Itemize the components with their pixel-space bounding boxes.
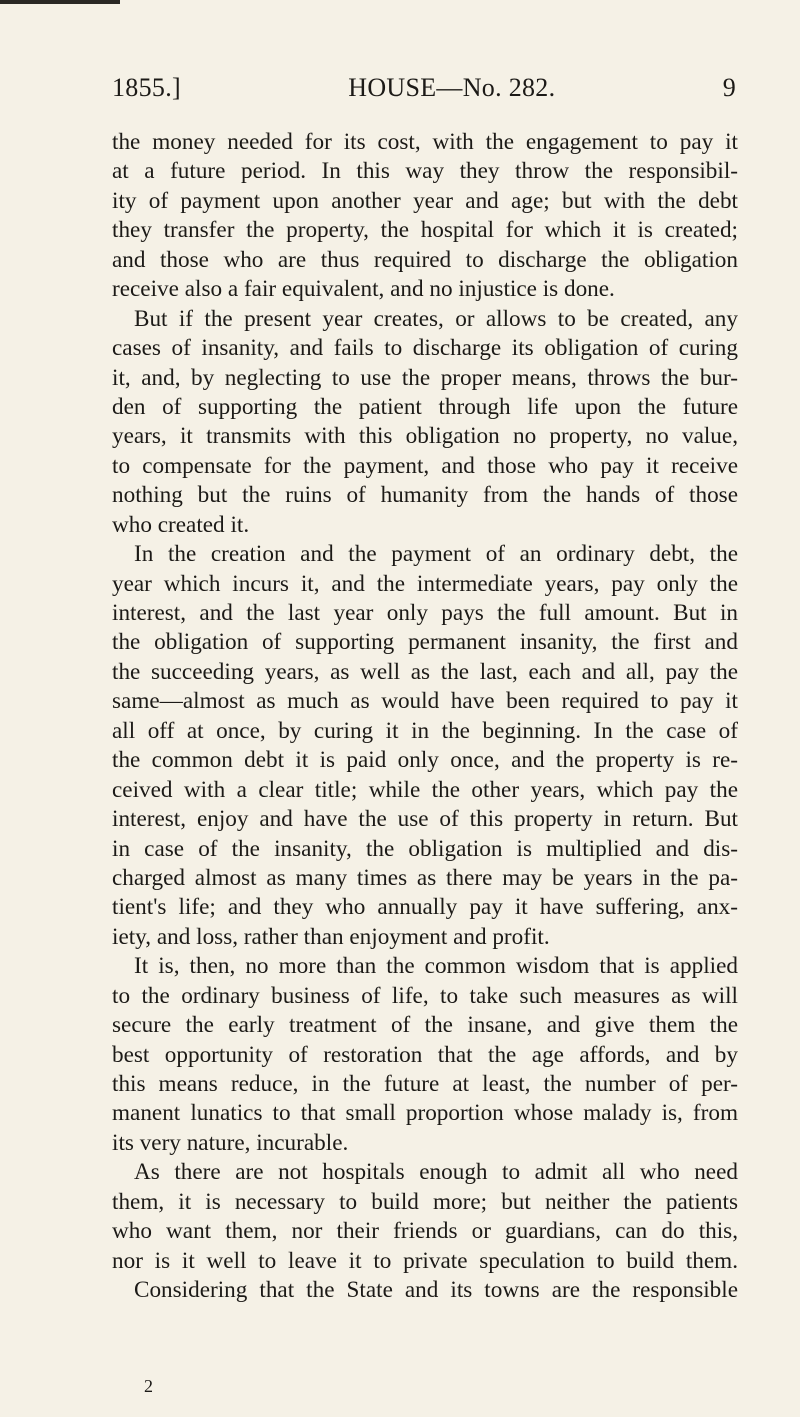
text-line: all off at once, by curing it in the beginning. In the case of (112, 717, 738, 744)
text-line: who created it. (112, 511, 250, 538)
text-line: the common debt it is paid only once, and the property is re- (112, 747, 738, 774)
text-line: and those who are thus required to discharge the obligation (112, 246, 738, 273)
text-line: years, it transmits with this obligation no property, no value, (112, 423, 738, 450)
running-header (112, 71, 736, 105)
text-line: But if the present year creates, or allows to be created, any (134, 305, 738, 332)
text-line: ceived with a clear title; while the other years, which pay the (112, 776, 738, 803)
text-line: ity of payment upon another year and age; but with the debt (112, 187, 738, 214)
text-line: the obligation of supporting permanent insanity, the first and (112, 629, 738, 656)
text-line: they transfer the property, the hospital for which it is created; (112, 217, 738, 244)
text-line: cases of insanity, and fails to discharge its obligation of curing (112, 335, 738, 362)
text-line: In the creation and the payment of an ordinary debt, the (134, 541, 738, 568)
text-line: it, and, by neglecting to use the proper means, throws the bur- (112, 364, 738, 391)
text-line: in case of the insanity, the obligation is multiplied and dis- (112, 835, 738, 862)
text-line: to the ordinary business of life, to take such measures as will (112, 982, 738, 1009)
text-line: this means reduce, in the future at least, the number of per- (112, 1071, 738, 1097)
text-line: the money needed for its cost, with the engagement to pay it (112, 129, 738, 155)
text-line: to compensate for the payment, and those who pay it receive (112, 452, 738, 479)
text-line: its very nature, incurable. (112, 1129, 349, 1156)
text-line: same—almost as much as would have been required to pay it (112, 688, 738, 715)
text-line: nor is it well to leave it to private speculation to build them. (112, 1247, 738, 1274)
text-line: the succeeding years, as well as the last, each and all, pay the (112, 658, 738, 685)
text-line: who want them, nor their friends or guardians, can do this, (112, 1218, 738, 1245)
text-line: It is, then, no more than the common wisdom that is applied (134, 953, 738, 980)
text-line: best opportunity of restoration that the age affords, and by (112, 1041, 738, 1068)
text-line: tient's life; and they who annually pay it have suffering, anx- (112, 894, 738, 921)
top-border-rule (0, 0, 120, 4)
text-line: secure the early treatment of the insane, and give them the (112, 1012, 738, 1039)
text-line: charged almost as many times as there may be years in the pa- (112, 864, 738, 891)
text-line: iety, and loss, rather than enjoyment and profit. (112, 923, 550, 950)
body-text (112, 128, 738, 1306)
header-page-number: 9 (722, 73, 736, 102)
text-line: year which incurs it, and the intermediate years, pay only the (112, 570, 738, 597)
header-year: 1855.] (112, 73, 181, 102)
text-line: manent lunatics to that small proportion whose malady is, from (112, 1100, 738, 1127)
text-line: receive also a fair equivalent, and no injustice is done. (112, 276, 615, 303)
text-line: at a future period. In this way they throw the responsibil- (112, 158, 738, 185)
text-line: them, it is necessary to build more; but neither the patients (112, 1188, 738, 1215)
text-line: Considering that the State and its towns are the responsible (134, 1277, 738, 1304)
text-line: den of supporting the patient through life upon the future (112, 393, 738, 420)
signature-mark: 2 (144, 1376, 153, 1396)
header-document-title: HOUSE—No. 282. (348, 73, 556, 102)
text-line: interest, and the last year only pays the full amount. But in (112, 600, 738, 626)
text-line: interest, enjoy and have the use of this property in return. But (112, 806, 738, 833)
text-line: As there are not hospitals enough to admit all who need (134, 1159, 738, 1186)
text-line: nothing but the ruins of humanity from the hands of those (112, 482, 738, 509)
